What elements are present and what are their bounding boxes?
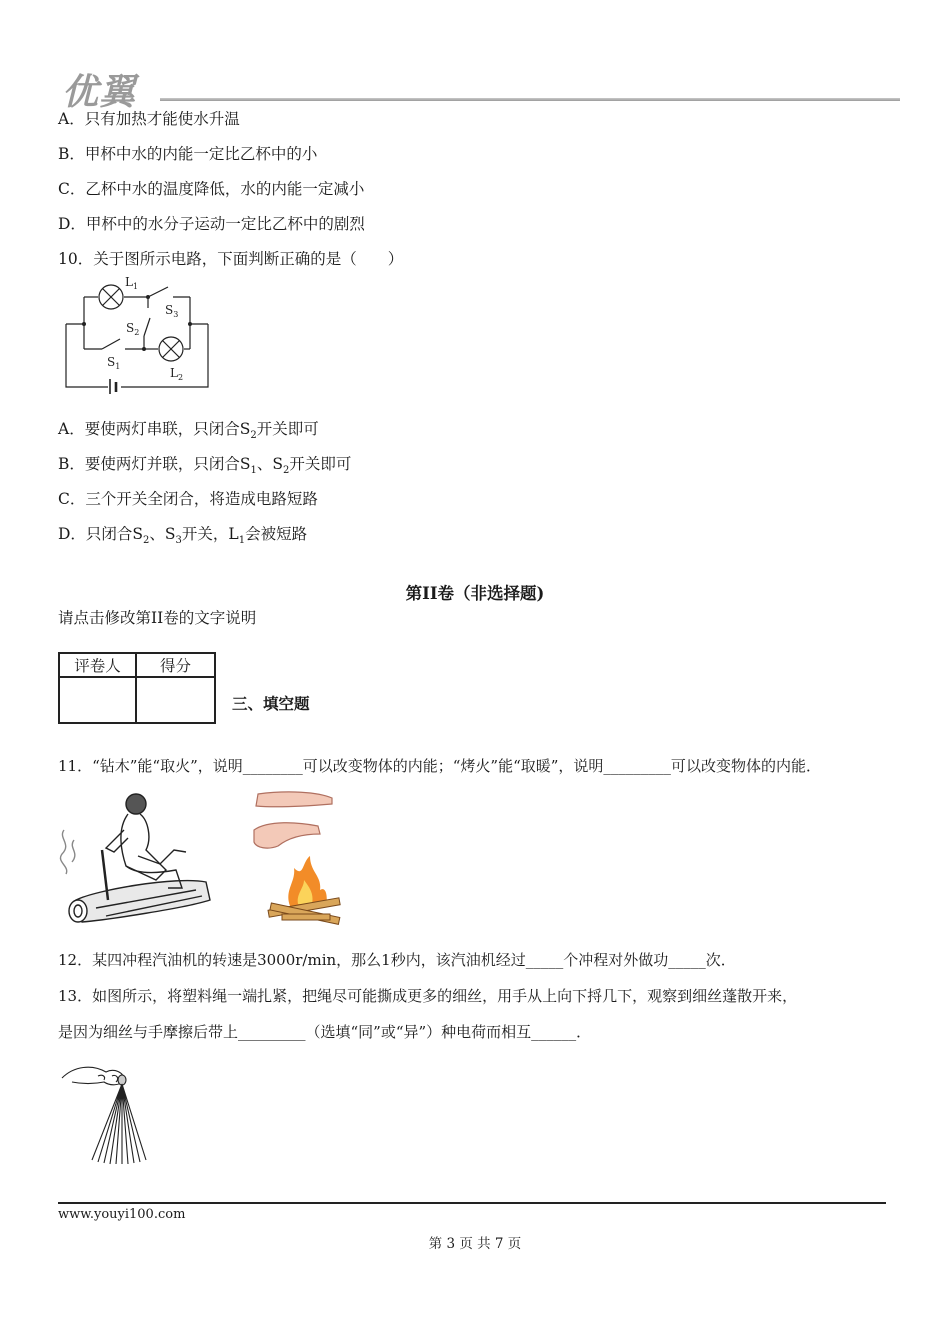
q10-stem: 10．关于图所示电路，下面判断正确的是（ ） (58, 250, 404, 268)
label-s2: $S_2$ (126, 321, 140, 337)
footer-rule (58, 1202, 886, 1204)
label-s3: $S_3$ (165, 303, 179, 319)
label-l2: $L_2$ (170, 366, 184, 382)
q9-option-d: D．甲杯中的水分子运动一定比乙杯中的剧烈 (58, 215, 365, 233)
page-number: 第 3 页 共 7 页 (428, 1236, 522, 1252)
header-grader: 评卷人 (59, 653, 136, 677)
q10-option-b: B．要使两灯并联，只闭合$S_1$、$S_2$开关即可 (58, 455, 352, 477)
circuit-diagram (58, 272, 218, 394)
wood-drilling-image (56, 790, 212, 928)
q13-line1: 13．如图所示，将塑料绳一端扎紧，把绳尽可能撕成更多的细丝，用手从上向下捋几下，观察到细丝蓬散开来， (58, 987, 798, 1005)
section-title: 第II卷（非选择题) (405, 584, 545, 603)
header-rule (160, 98, 900, 101)
plastic-strands-image (58, 1050, 158, 1168)
q11-text: 11．“钻木”能“取火”，说明________可以改变物体的内能；“烤火”能“取暖”，说明_________可以改变物体的内能． (58, 757, 821, 775)
fire-warming-image (248, 786, 362, 928)
q9-option-a: A．只有加热才能使水升温 (58, 110, 240, 128)
cell-score[interactable] (136, 677, 215, 723)
footer-url[interactable]: www.youyi100.com (58, 1207, 186, 1222)
header-score: 得分 (136, 653, 215, 677)
q10-option-d: D．只闭合$S_2$、$S_3$开关，$L_1$会被短路 (58, 525, 308, 547)
q9-option-c: C．乙杯中水的温度降低，水的内能一定减小 (58, 180, 365, 198)
part-title: 三、填空题 (232, 694, 310, 713)
section-description[interactable]: 请点击修改第II卷的文字说明 (58, 609, 257, 627)
q10-option-a: A．要使两灯串联，只闭合$S_2$开关即可 (58, 420, 319, 442)
q10-option-c: C．三个开关全闭合，将造成电路短路 (58, 490, 318, 508)
q13-line2: 是因为细丝与手摩擦后带上_________（选填“同”或“异”）种电荷而相互______． (58, 1023, 592, 1041)
cell-grader[interactable] (59, 677, 136, 723)
label-s1: $S_1$ (107, 355, 121, 371)
score-table (58, 652, 216, 724)
logo: 优翼 (62, 72, 137, 113)
label-l1: $L_1$ (125, 275, 139, 291)
q9-option-b: B．甲杯中水的内能一定比乙杯中的小 (58, 145, 318, 163)
q12-text: 12．某四冲程汽油机的转速是3000r/min，那么1秒内，该汽油机经过_____个冲程对外做功_____次． (58, 951, 736, 969)
